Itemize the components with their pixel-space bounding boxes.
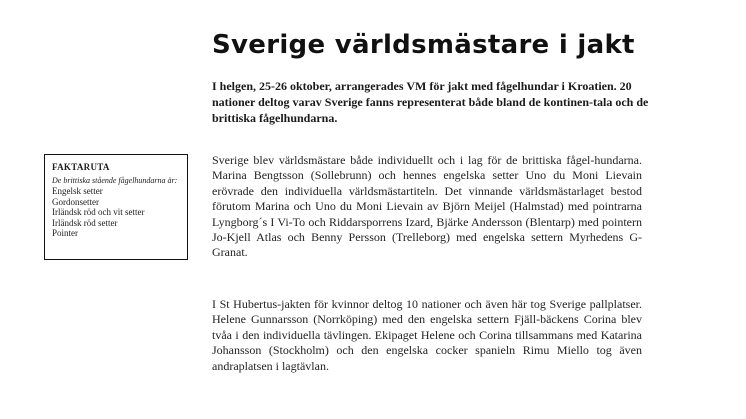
- article-paragraph: Sverige blev världsmästare både individuellt och i lag för de brittiska fågel-hundarna. Marina Bengtsson (Sollebrunn) och hennes engelska setter Uno du Moni Lievain erövrade den individuella världsmästartiteln. Det vinnande världsmästarlaget bestod förutom Marina och Uno du Moni Lievain av Björn Meijel (Halmstad) med pointrarna Lyngborg´s I Vi-To och Riddarsporrens Izard, Bjärke Andersson (Blentarp) med pointern Jo-Kjell Atlas och Benny Persson (Trelleborg) med engelska settern Myrhedens G-Granat.: [212, 153, 642, 260]
- article-lead: I helgen, 25-26 oktober, arrangerades VM för jakt med fågelhundar i Kroatien. 20 nationer deltog varav Sverige fanns representerat både bland de kontinen-tala och de brittiska fågelhundarna.: [212, 79, 649, 125]
- fact-box-subtitle: De brittiska stående fågelhundarna är:: [52, 176, 178, 185]
- fact-box-item: Irländsk röd setter: [52, 217, 118, 228]
- fact-box-item: Gordonsetter: [52, 196, 99, 207]
- fact-box-title: FAKTARUTA: [52, 162, 110, 172]
- fact-box: [44, 154, 188, 260]
- fact-box-item: Pointer: [52, 228, 78, 238]
- article-paragraph: I St Hubertus-jakten för kvinnor deltog 10 nationer och även här tog Sverige pallplatser. Helene Gunnarsson (Norrköping) med den engelska settern Fjäll-bäckens Corina blev tvåa i den individuella tävlingen. Ekipaget Helene och Corina tillsammans med Katarina Johansson (Stockholm) och den engelska cocker spanieln Rimu Miello tog även andraplatsen i lagtävlan.: [212, 297, 642, 373]
- fact-box-item: Irländsk röd och vit setter: [52, 207, 145, 217]
- article-headline: Sverige världsmästare i jakt: [212, 30, 635, 60]
- fact-box-item: Engelsk setter: [52, 186, 103, 196]
- fact-box-list: [52, 186, 181, 239]
